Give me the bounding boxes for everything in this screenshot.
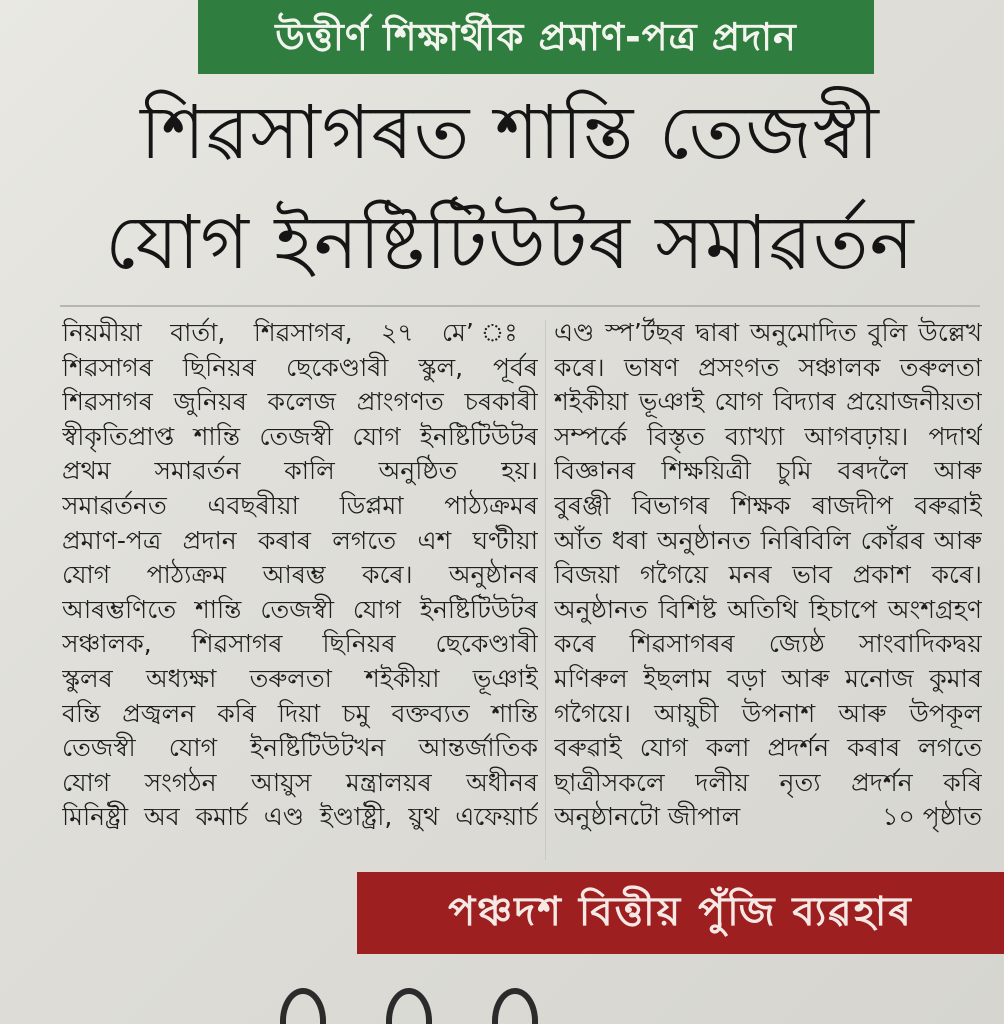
article-line: অনুষ্ঠানত বিশিষ্ট অতিথি হিচাপে অংশগ্ৰহণ bbox=[554, 594, 982, 624]
headline bbox=[40, 78, 980, 298]
article-line: বুৰঞ্জী বিভাগৰ শিক্ষক ৰাজদীপ বৰুৱাই bbox=[554, 490, 982, 520]
article-last-line bbox=[554, 800, 982, 835]
article-line: আৰম্ভণিতে শান্তি তেজস্বী যোগ ইনষ্টিটিউটৰ bbox=[62, 594, 538, 624]
column-divider bbox=[545, 320, 546, 860]
continued-on-page: ১০ পৃষ্ঠাত bbox=[882, 802, 982, 832]
article-line: প্ৰথম সমাৱৰ্তন কালি অনুষ্ঠিত হয়। bbox=[62, 456, 538, 486]
article-line: বন্তি প্ৰজ্বলন কৰি দিয়া চমু বক্তব্যত শান্তি bbox=[62, 698, 538, 728]
article-line: প্ৰমাণ-পত্ৰ প্ৰদান কৰাৰ লগতে এশ ঘণ্টীয়া bbox=[62, 525, 538, 555]
article-closing-text: অনুষ্ঠানটো জীপাল bbox=[554, 802, 741, 832]
article-line: যোগ সংগঠন আয়ুস মন্ত্ৰালয়ৰ অধীনৰ bbox=[62, 767, 538, 797]
article-line: স্কুলৰ অধ্যক্ষা তৰুলতা শইকীয়া ভূঞাই bbox=[62, 663, 538, 693]
article-line: নিয়মীয়া বাৰ্তা, শিৱসাগৰ, ২৭ মে’ ঃ bbox=[62, 318, 538, 347]
headline-rule bbox=[60, 305, 980, 307]
article-line: ছাত্ৰীসকলে দলীয় নৃত্য প্ৰদৰ্শন কৰি bbox=[554, 767, 982, 797]
article-line: মিনিষ্ট্ৰী অব কমাৰ্চ এণ্ড ইণ্ডাষ্ট্ৰী, য়ুথ এফেয়াৰ্চ bbox=[62, 802, 538, 832]
article-line: তেজস্বী যোগ ইনষ্টিটিউটখন আন্তৰ্জাতিক bbox=[62, 733, 538, 763]
article-line: সঞ্চালক, শিৱসাগৰ ছিনিয়ৰ ছেকেণ্ডাৰী bbox=[62, 629, 538, 659]
article-line: কৰে শিৱসাগৰৰ জ্যেষ্ঠ সাংবাদিকদ্বয় bbox=[554, 629, 982, 659]
article-line: আঁত ধৰা অনুষ্ঠানত নিৰিবিলি কোঁৱৰ আৰু bbox=[554, 525, 982, 555]
next-story-banner: পঞ্চদশ বিত্তীয় পুঁজি ব্যৱহাৰ bbox=[357, 872, 1004, 954]
article-line: মণিৰুল ইছলাম বড়া আৰু মনোজ কুমাৰ bbox=[554, 663, 982, 693]
headline-line-1: শিৱসাগৰত শান্তি তেজস্বী bbox=[140, 90, 880, 176]
article-line: কৰে। ভাষণ প্ৰসংগত সঞ্চালক তৰুলতা bbox=[554, 352, 982, 382]
article-column-left bbox=[62, 316, 538, 861]
cropped-headline-fragment bbox=[280, 988, 660, 1024]
article-line: শইকীয়া ভূঞাই যোগ বিদ্যাৰ প্ৰয়োজনীয়তা bbox=[554, 387, 982, 417]
kicker-banner: উত্তীৰ্ণ শিক্ষাৰ্থীক প্ৰমাণ-পত্ৰ প্ৰদান bbox=[198, 0, 874, 74]
article-line: বৰুৱাই যোগ কলা প্ৰদৰ্শন কৰাৰ লগতে bbox=[554, 733, 982, 763]
article-line: শিৱসাগৰ জুনিয়ৰ কলেজ প্ৰাংগণত চৰকাৰী bbox=[62, 387, 538, 417]
article-line: বিজ্ঞানৰ শিক্ষয়িত্ৰী চুমি বৰদলৈ আৰু bbox=[554, 456, 982, 486]
article-line: সমাৱৰ্তনত এবছৰীয়া ডিপ্লমা পাঠ্যক্ৰমৰ bbox=[62, 490, 538, 520]
article-line: এণ্ড স্প’ৰ্টছৰ দ্বাৰা অনুমোদিত বুলি উল্লেখ bbox=[554, 318, 982, 347]
article-line: যোগ পাঠ্যক্ৰম আৰম্ভ কৰে। অনুষ্ঠানৰ bbox=[62, 560, 538, 590]
article-line: গগৈয়ে। আয়ুচী উপনাশ আৰু উপকূল bbox=[554, 698, 982, 728]
article-line: সম্পৰ্কে বিস্তৃত ব্যাখ্যা আগবঢ়ায়। পদাৰ্থ bbox=[554, 421, 982, 451]
article-line: বিজয়া গগৈয়ে মনৰ ভাব প্ৰকাশ কৰে। bbox=[554, 560, 982, 590]
article-line: স্বীকৃতিপ্ৰাপ্ত শান্তি তেজস্বী যোগ ইনষ্টিটিউটৰ bbox=[62, 421, 538, 451]
headline-line-2: যোগ ইনষ্টিটিউটৰ সমাৱৰ্তন bbox=[105, 200, 915, 286]
article-line: শিৱসাগৰ ছিনিয়ৰ ছেকেণ্ডাৰী স্কুল, পূৰ্বৰ bbox=[62, 352, 538, 382]
article-column-right bbox=[554, 316, 982, 861]
